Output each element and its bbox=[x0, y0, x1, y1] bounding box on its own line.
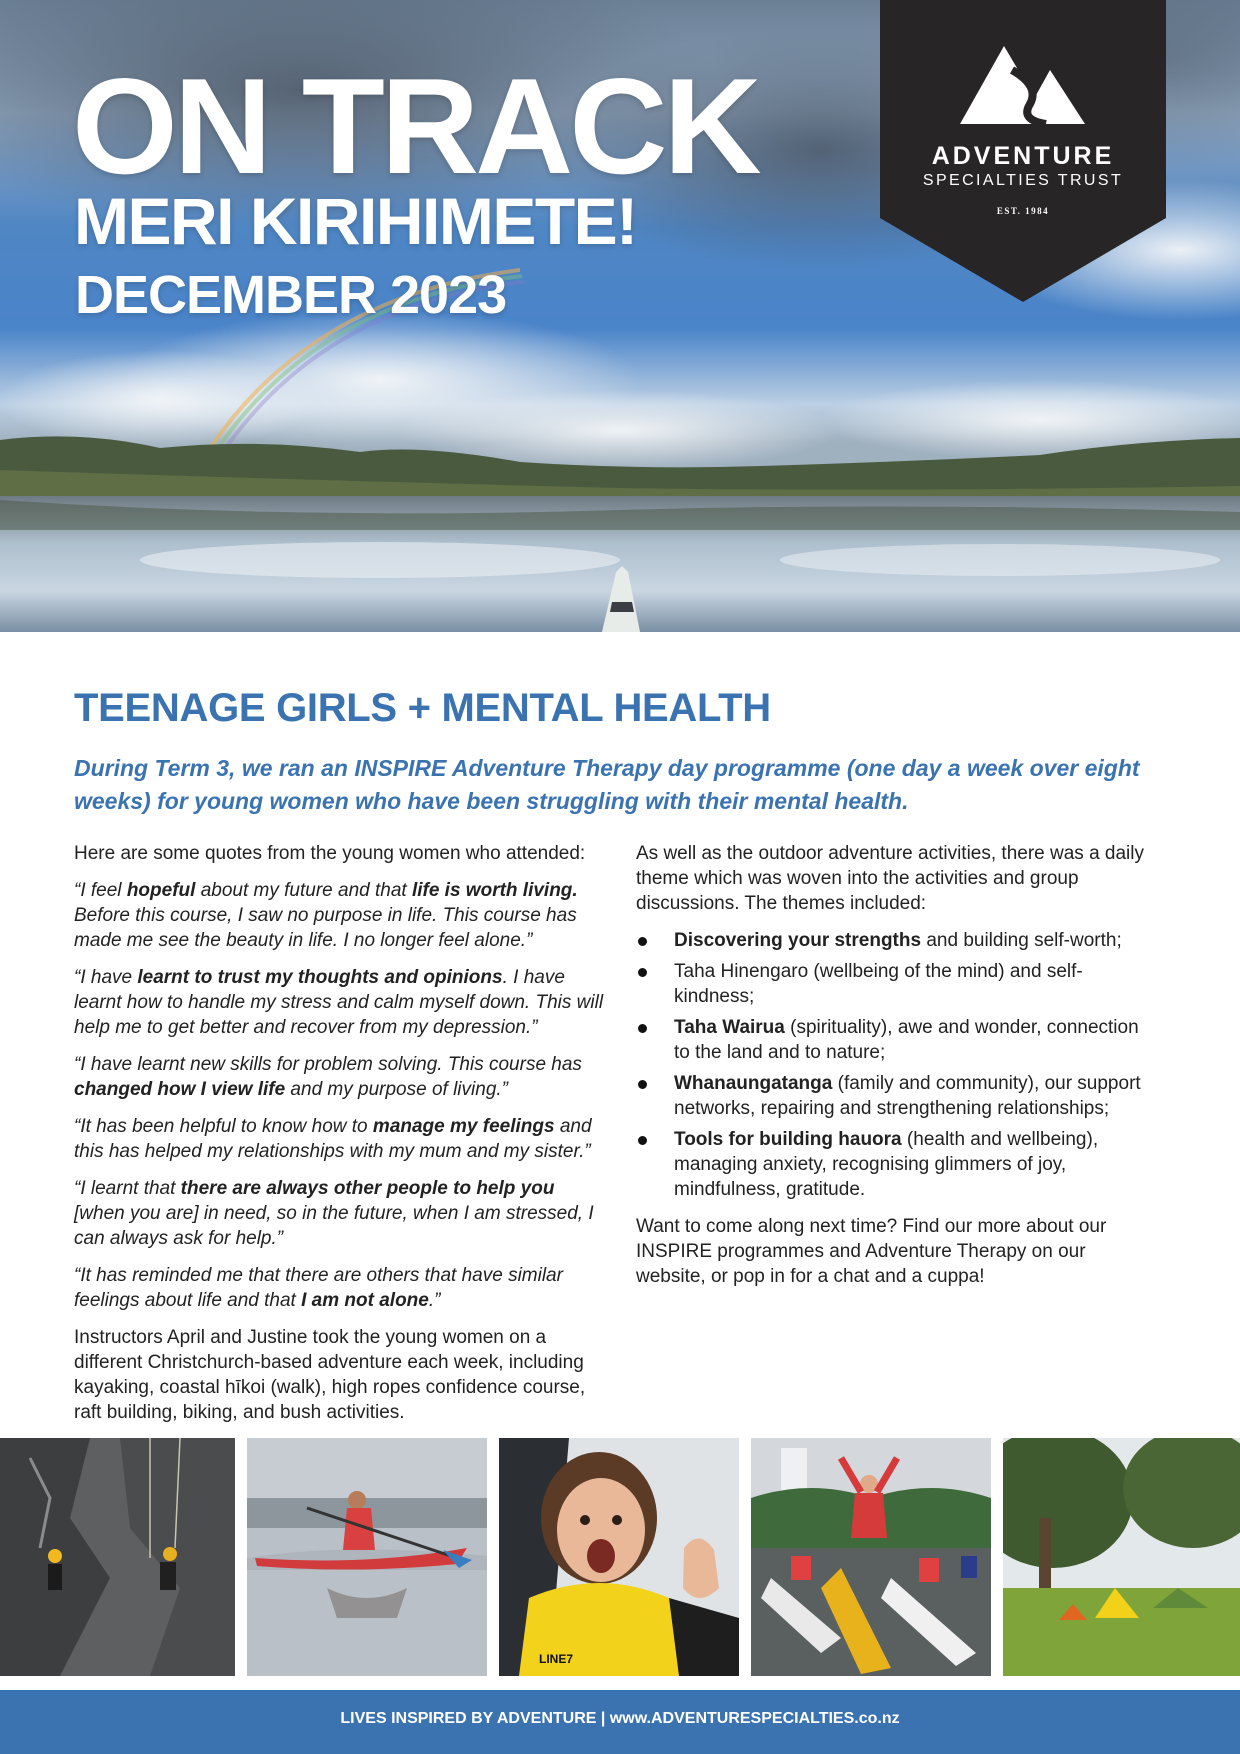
bullet-icon bbox=[638, 1080, 647, 1089]
closing-paragraph: Want to come along next time? Find our more about our INSPIRE programmes and Adventure Therapy on our website, or pop in for a chat and a cuppa! bbox=[636, 1216, 1107, 1287]
kayaker-photo bbox=[247, 1438, 487, 1676]
tents-camp-photo bbox=[1003, 1438, 1240, 1676]
group-kayaks-photo bbox=[751, 1438, 991, 1676]
themes-intro: As well as the outdoor adventure activities, there was a daily theme which was woven into the activities and group discussions. The themes included: bbox=[636, 843, 1144, 914]
bullet-icon bbox=[638, 1024, 647, 1033]
article-lead: During Term 3, we ran an INSPIRE Adventure Therapy day programme (one day a week over eight weeks) for young women who have been struggling with their mental health. bbox=[74, 755, 1140, 814]
bullet-icon bbox=[638, 968, 647, 977]
logo-name: ADVENTURE bbox=[931, 142, 1115, 170]
article-heading: TEENAGE GIRLS + MENTAL HEALTH bbox=[74, 686, 771, 730]
list-item: Taha Hinengaro (wellbeing of the mind) and self-kindness; bbox=[636, 959, 1156, 1009]
bullet-icon bbox=[638, 1136, 647, 1145]
bullet-icon bbox=[638, 937, 647, 946]
footer-tagline-link[interactable]: LIVES INSPIRED BY ADVENTURE | www.ADVENTURESPECIALTIES.co.nz bbox=[340, 1710, 900, 1727]
excited-girl-selfie-photo bbox=[499, 1438, 739, 1676]
hero-banner bbox=[0, 0, 1240, 632]
article-column-right bbox=[636, 841, 1156, 1301]
issue-date: DECEMBER 2023 bbox=[75, 265, 507, 325]
newsletter-title: ON TRACK bbox=[72, 50, 758, 202]
quote-6: “It has reminded me that there are others that have similar feelings about life and that I am not alone.” bbox=[74, 1265, 563, 1311]
quote-4: “It has been helpful to know how to manage my feelings and this has helped my relationships with my mum and my sister.” bbox=[74, 1116, 592, 1162]
quote-3: “I have learnt new skills for problem solving. This course has changed how I view life and my purpose of living.” bbox=[74, 1054, 582, 1100]
quote-5: “I learnt that there are always other people to help you [when you are] in need, so in the future, when I am stressed, I can always ask for help.” bbox=[74, 1178, 594, 1249]
svg-text:LINE7: LINE7 bbox=[539, 1652, 574, 1666]
logo-subtitle: SPECIALTIES TRUST bbox=[922, 172, 1124, 189]
season-greeting: MERI KIRIHIMETE! bbox=[74, 184, 637, 258]
themes-list bbox=[636, 928, 1156, 1202]
list-item: Discovering your strengths and building self-worth; bbox=[636, 928, 1156, 953]
list-item: Taha Wairua (spirituality), awe and wonder, connection to the land and to nature; bbox=[636, 1015, 1156, 1065]
quote-2: “I have learnt to trust my thoughts and opinions. I have learnt how to handle my stress and calm myself down. This will help me to get better and recover from my depression.” bbox=[74, 967, 604, 1038]
quote-1: “I feel hopeful about my future and that life is worth living. Before this course, I saw no purpose in life. This course has made me see the beauty in life. I no longer feel alone.” bbox=[74, 880, 578, 951]
list-item: Whanaungatanga (family and community), our support networks, repairing and strengthening relationships; bbox=[636, 1071, 1156, 1121]
logo-established: EST. 1984 bbox=[996, 206, 1050, 216]
quotes-intro: Here are some quotes from the young women who attended: bbox=[74, 843, 586, 864]
instructors-paragraph: Instructors April and Justine took the young women on a different Christchurch-based adventure each week, including kayaking, coastal hīkoi (walk), high ropes confidence course, raft building, biking, and bush activities. bbox=[74, 1327, 586, 1423]
rock-climbing-photo bbox=[0, 1438, 235, 1676]
article-column-left bbox=[74, 841, 604, 1437]
footer-bar bbox=[0, 1690, 1240, 1754]
list-item: Tools for building hauora (health and wellbeing), managing anxiety, recognising glimmers of joy, mindfulness, gratitude. bbox=[636, 1127, 1156, 1202]
